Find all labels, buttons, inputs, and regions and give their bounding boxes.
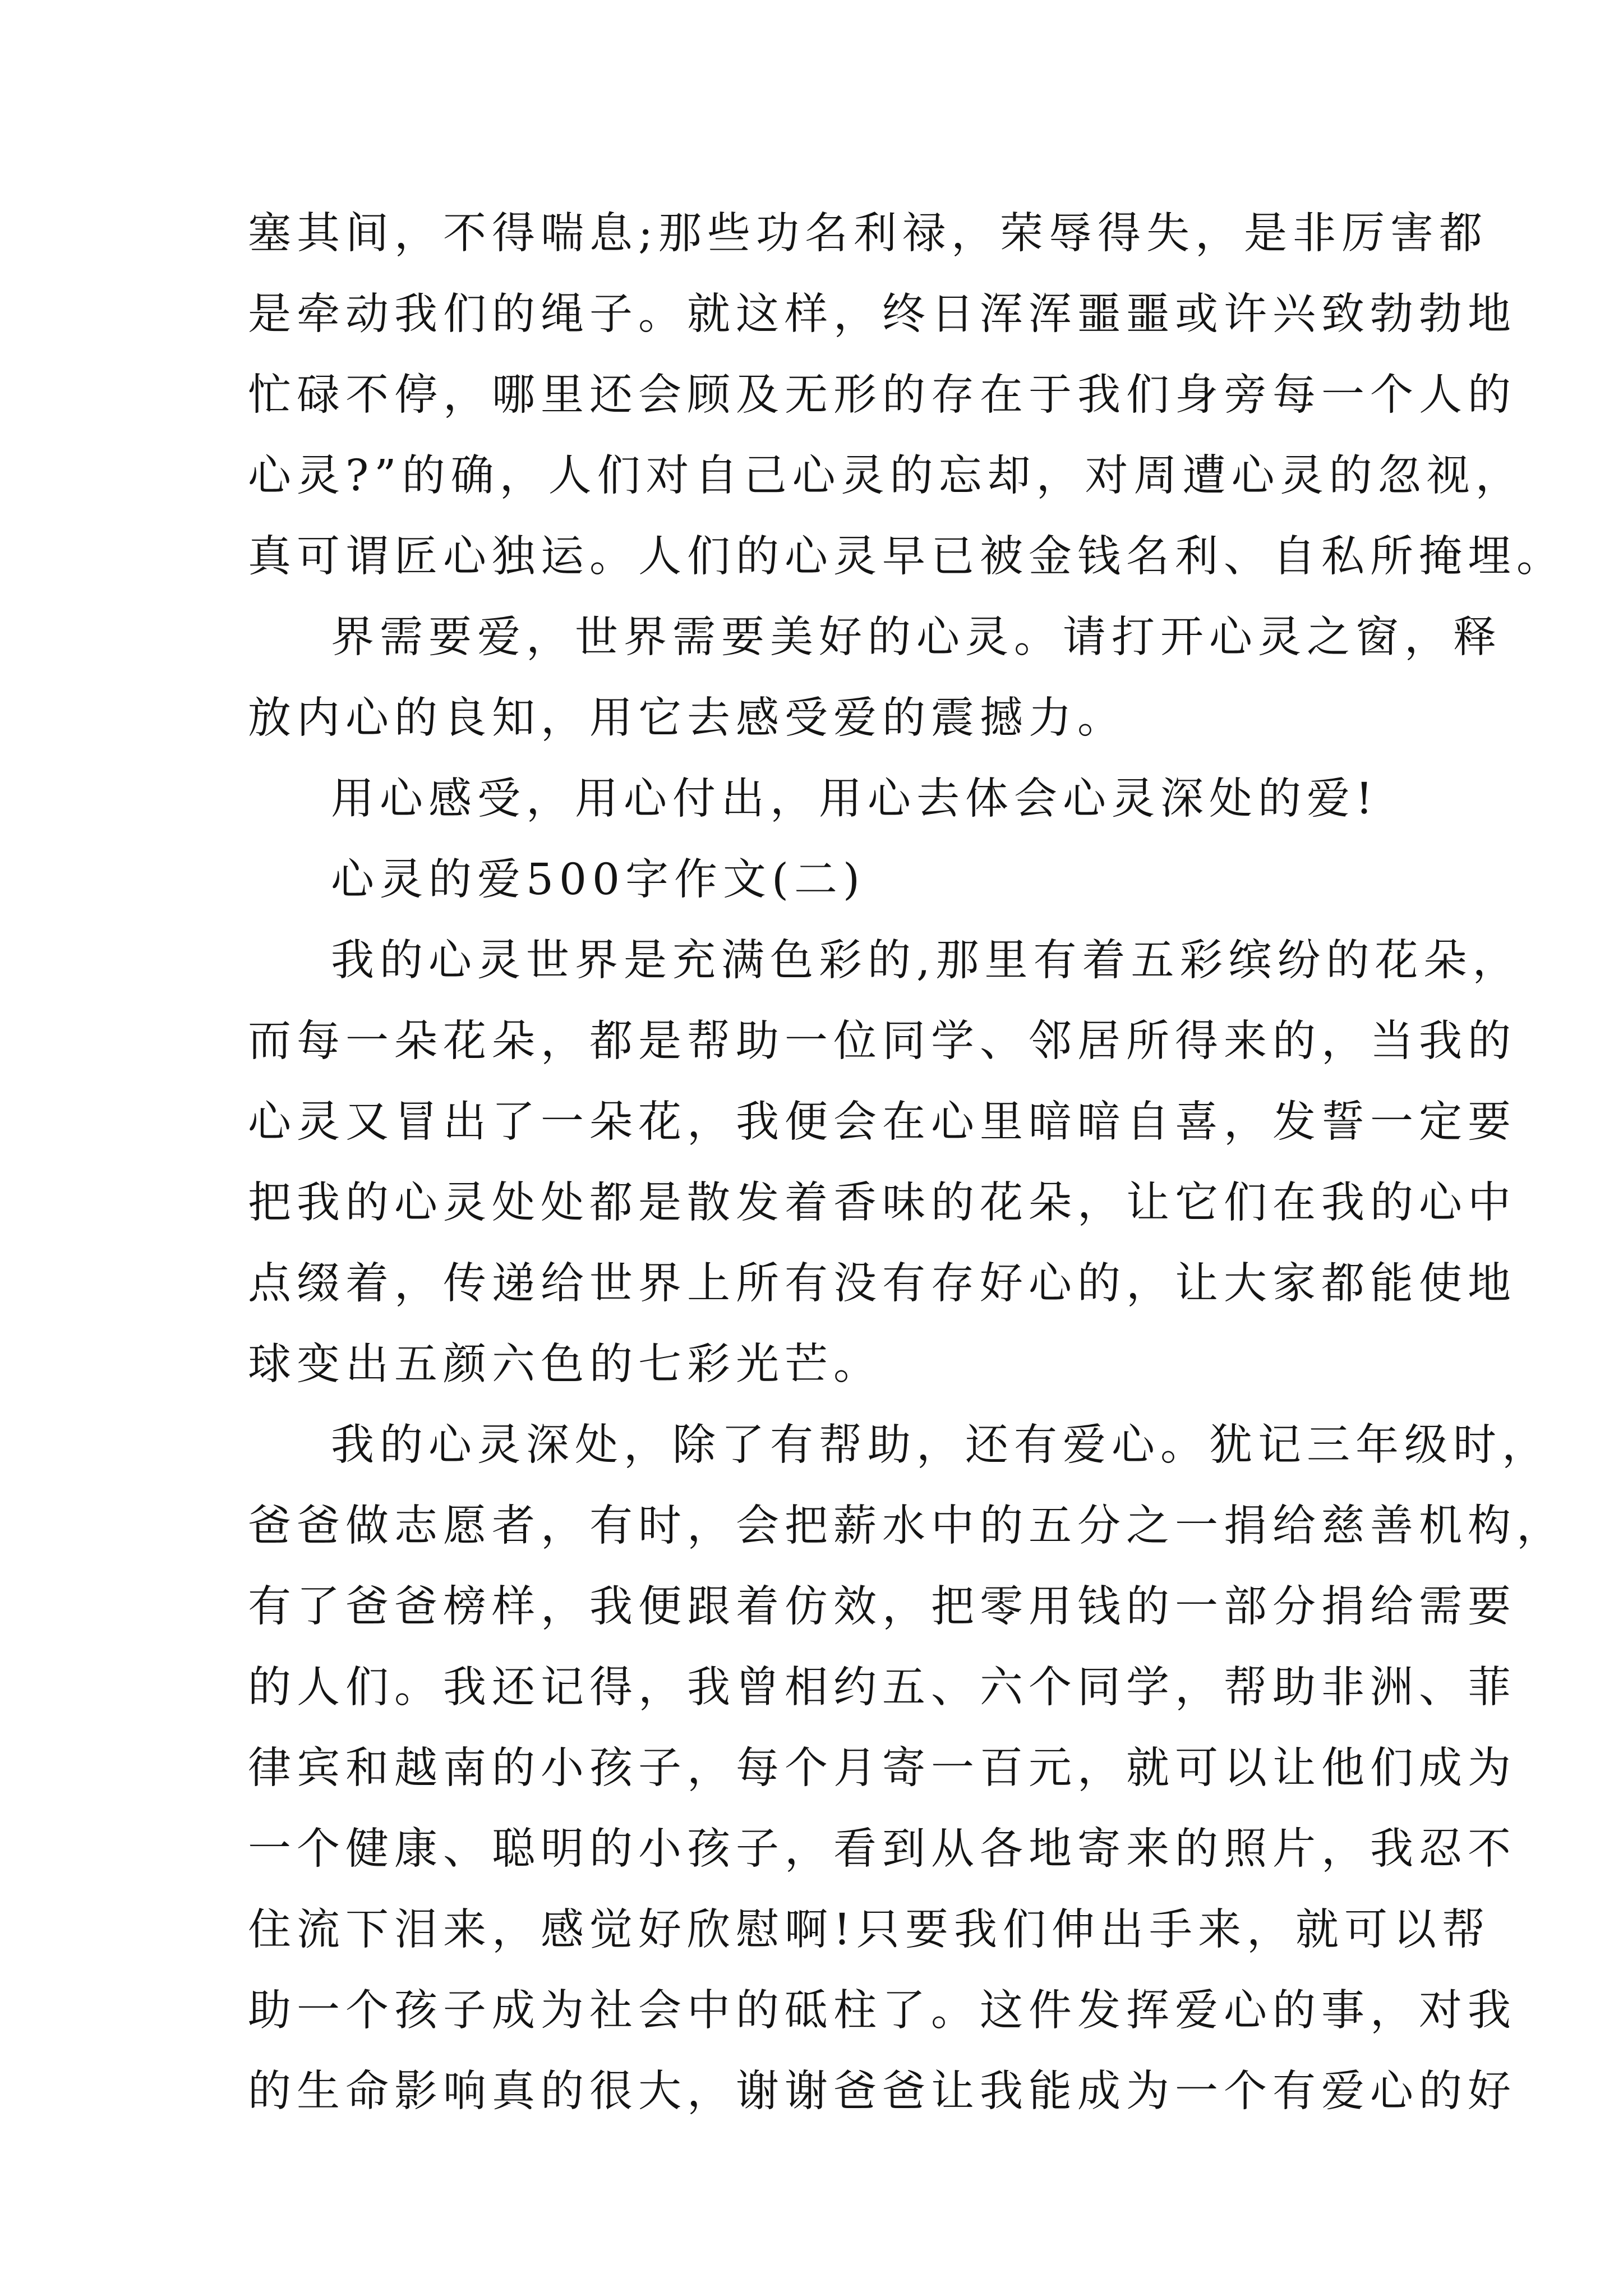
text-line: 助一个孩子成为社会中的砥柱了。这件发挥爱心的事，对我 [248,1986,1516,2036]
text-line: 球变出五颜六色的七彩光芒。 [248,1340,882,1389]
text-line: 爸爸做志愿者，有时，会把薪水中的五分之一捐给慈善机构， [248,1501,1565,1551]
text-line: 而每一朵花朵，都是帮助一位同学、邻居所得来的，当我的 [248,1016,1516,1066]
text-line: 律宾和越南的小孩子，每个月寄一百元，就可以让他们成为 [248,1743,1516,1793]
text-line: 一个健康、聪明的小孩子，看到从各地寄来的照片，我忍不 [248,1824,1516,1874]
text-line: 住流下泪来，感觉好欣慰啊!只要我们伸出手来，就可以帮 [248,1905,1491,1955]
text-line: 把我的心灵处处都是散发着香味的花朵，让它们在我的心中 [248,1178,1516,1228]
text-line: 点缀着，传递给世界上所有没有存好心的，让大家都能使地 [248,1259,1516,1309]
text-line: 塞其间，不得喘息;那些功名利禄，荣辱得失，是非厉害都 [248,209,1488,259]
text-line: 心灵?”的确，人们对自己心灵的忘却，对周遭心灵的忽视， [248,451,1524,501]
text-line: 忙碌不停，哪里还会顾及无形的存在于我们身旁每一个人的 [248,370,1516,420]
paragraph-start-line: 用心感受，用心付出，用心去体会心灵深处的爱! [331,774,1378,824]
text-line: 心灵又冒出了一朵花，我便会在心里暗暗自喜，发誓一定要 [248,1097,1516,1147]
paragraph-start-line: 我的心灵深处，除了有帮助，还有爱心。犹记三年级时， [331,1420,1551,1470]
text-line: 的生命影响真的很大，谢谢爸爸让我能成为一个有爱心的好 [248,2067,1516,2116]
text-line: 有了爸爸榜样，我便跟着仿效，把零用钱的一部分捐给需要 [248,1582,1516,1632]
paragraph-start-line: 界需要爱，世界需要美好的心灵。请打开心灵之窗，释 [331,613,1502,662]
text-line: 是牵动我们的绳子。就这样，终日浑浑噩噩或许兴致勃勃地 [248,289,1516,339]
text-line: 放内心的良知，用它去感受爱的震撼力。 [248,693,1126,743]
section-heading: 心灵的爱500字作文(二) [331,855,866,905]
body-text [248,194,1565,2132]
paragraph-start-line: 我的心灵世界是充满色彩的,那里有着五彩缤纷的花朵， [331,936,1521,986]
text-line: 真可谓匠心独运。人们的心灵早已被金钱名利、自私所掩埋。 [248,532,1565,582]
text-line: 的人们。我还记得，我曾相约五、六个同学，帮助非洲、菲 [248,1663,1516,1713]
